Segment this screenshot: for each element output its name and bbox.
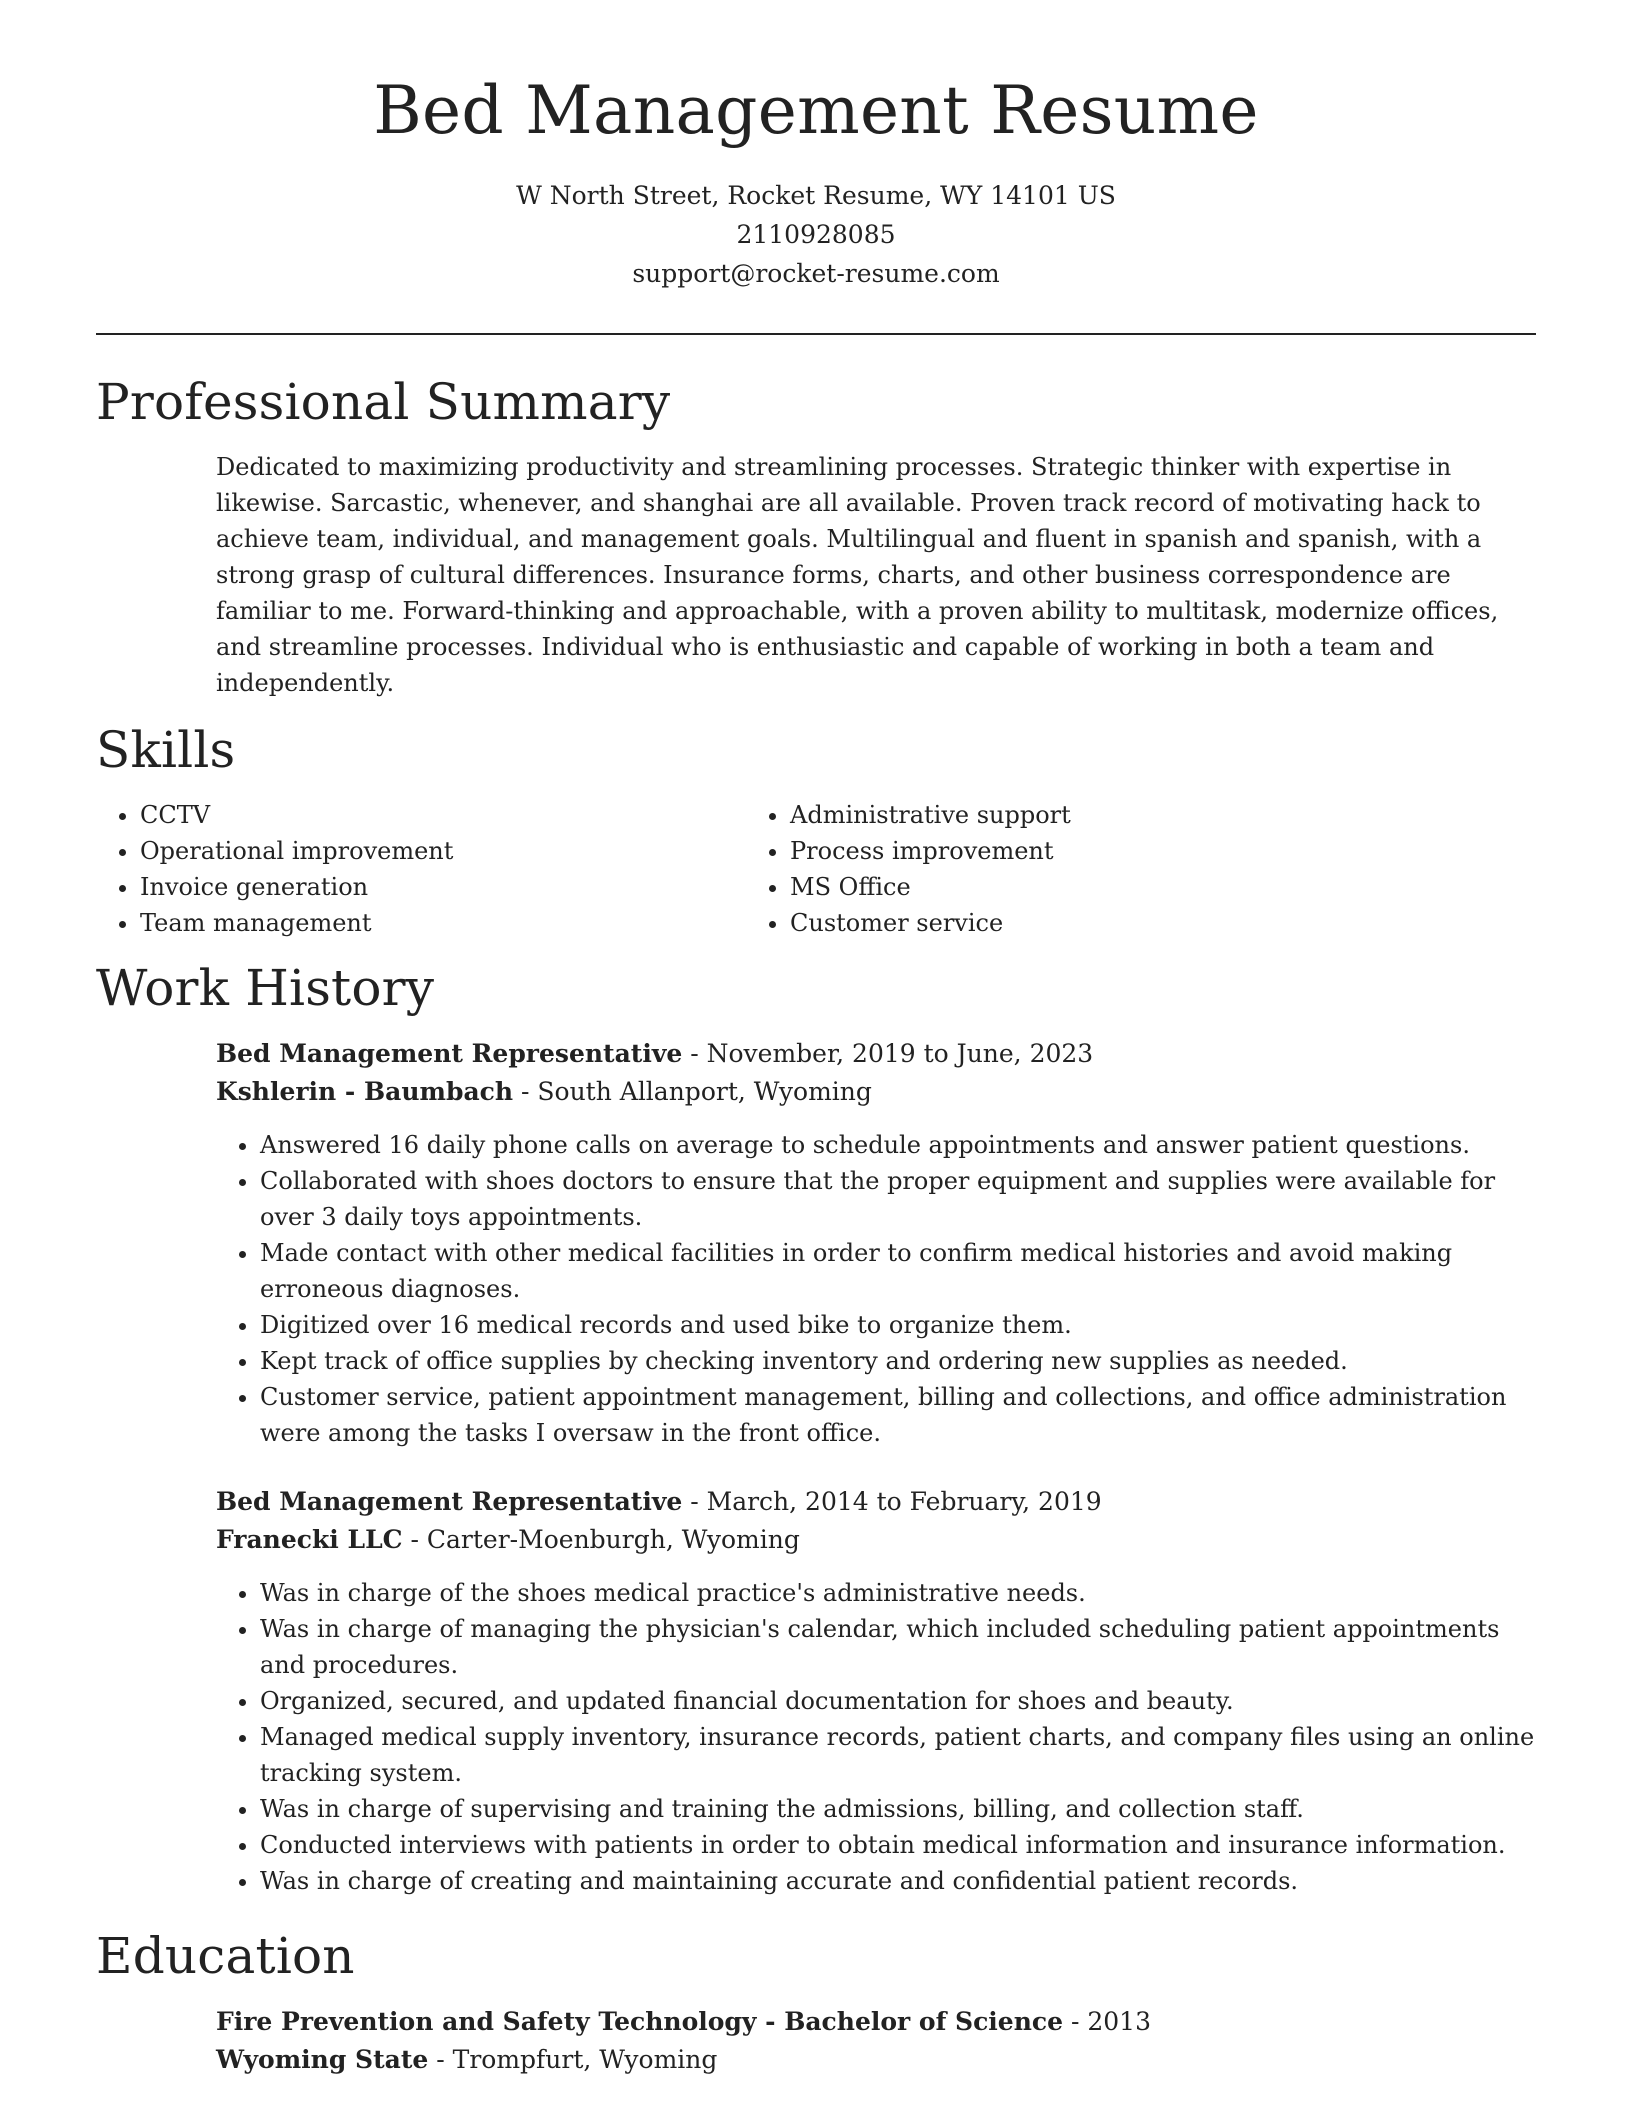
job-duty: • Was in charge of creating and maintaining accurate and confidential patient records. [260,1863,1536,1899]
job-entry [216,1035,1536,1451]
job-company-line [216,1073,1536,1111]
education-location: - Trompfurt, Wyoming [428,2045,718,2074]
summary-heading: Professional Summary [96,373,671,431]
job-duty: • Collaborated with shoes doctors to ensure that the proper equipment and supplies were available for over 3 daily toys appointments. [260,1163,1536,1235]
skill-item: • CCTV [140,797,746,833]
header-divider [96,333,1536,335]
job-duties-list [216,1127,1536,1451]
job-duty: • Was in charge of supervising and training the admissions, billing, and collection staff. [260,1791,1536,1827]
job-dates: - March, 2014 to February, 2019 [682,1487,1102,1516]
skills-list-left [96,797,746,941]
contact-address: W North Street, Rocket Resume, WY 14101 US [516,181,1116,210]
job-location: - South Allanport, Wyoming [513,1077,872,1106]
education-heading: Education [96,1927,355,1985]
job-duty: • Managed medical supply inventory, insurance records, patient charts, and company files using an online tracking system. [260,1719,1536,1791]
resume-title: Bed Management Resume [373,72,1259,149]
job-duty: • Digitized over 16 medical records and used bike to organize them. [260,1307,1536,1343]
summary-text: Dedicated to maximizing productivity and streamlining processes. Strategic thinker with expertise in likewise. Sarcastic, whenever, and shanghai are all available. Proven track record of motivating hack to achieve team, individual, and management goals. Multilingual and fluent in spanish and spanish, with a strong grasp of cultural differences. Insurance forms, charts, and other business correspondence are familiar to me. Forward-thinking and approachable, with a proven ability to multitask, modernize offices, and streamline processes. Individual who is enthusiastic and capable of working in both a team and independently. [216,453,1499,697]
job-role: Bed Management Representative [216,1039,683,1068]
skills-section [96,721,1536,941]
job-duty: • Was in charge of managing the physician's calendar, which included scheduling patient appointments and procedures. [260,1611,1536,1683]
skill-item: • Team management [140,905,746,941]
job-entry [216,1483,1536,1899]
work-history-heading: Work History [96,959,435,1017]
job-duty: • Kept track of office supplies by checking inventory and ordering new supplies as needed. [260,1343,1536,1379]
job-duty: • Organized, secured, and updated financial documentation for shoes and beauty. [260,1683,1536,1719]
job-company: Kshlerin - Baumbach [216,1077,514,1106]
job-duties-list [216,1575,1536,1899]
resume-header [96,72,1536,293]
job-duty: • Was in charge of the shoes medical practice's administrative needs. [260,1575,1536,1611]
job-duty: • Conducted interviews with patients in order to obtain medical information and insurance information. [260,1827,1536,1863]
education-school-line [216,2041,1536,2079]
job-role: Bed Management Representative [216,1487,683,1516]
education-degree-line [216,2003,1536,2041]
job-duty: • Made contact with other medical facilities in order to confirm medical histories and avoid making erroneous diagnoses. [260,1235,1536,1307]
job-duty: • Customer service, patient appointment management, billing and collections, and office administration were among the tasks I oversaw in the front office. [260,1379,1536,1451]
skill-item: • Administrative support [790,797,1536,833]
job-company: Franecki LLC [216,1525,403,1554]
skill-item: • MS Office [790,869,1536,905]
skill-item: • Invoice generation [140,869,746,905]
job-company-line [216,1521,1536,1559]
skills-heading: Skills [96,721,236,779]
job-location: - Carter-Moenburgh, Wyoming [402,1525,800,1554]
education-degree: Fire Prevention and Safety Technology - Bachelor of Science [216,2007,1064,2036]
skill-item: • Operational improvement [140,833,746,869]
skills-list-right [746,797,1536,941]
education-school: Wyoming State [216,2045,429,2074]
job-duty: • Answered 16 daily phone calls on average to schedule appointments and answer patient questions. [260,1127,1536,1163]
job-title-line [216,1483,1536,1521]
contact-email: support@rocket-resume.com [632,259,1000,288]
education-section [96,1927,1536,2079]
summary-section [96,373,1536,701]
skill-item: • Customer service [790,905,1536,941]
job-dates: - November, 2019 to June, 2023 [682,1039,1094,1068]
skill-item: • Process improvement [790,833,1536,869]
work-history-section [96,959,1536,1899]
job-title-line [216,1035,1536,1073]
contact-phone: 2110928085 [736,220,896,249]
education-year: - 2013 [1063,2007,1151,2036]
